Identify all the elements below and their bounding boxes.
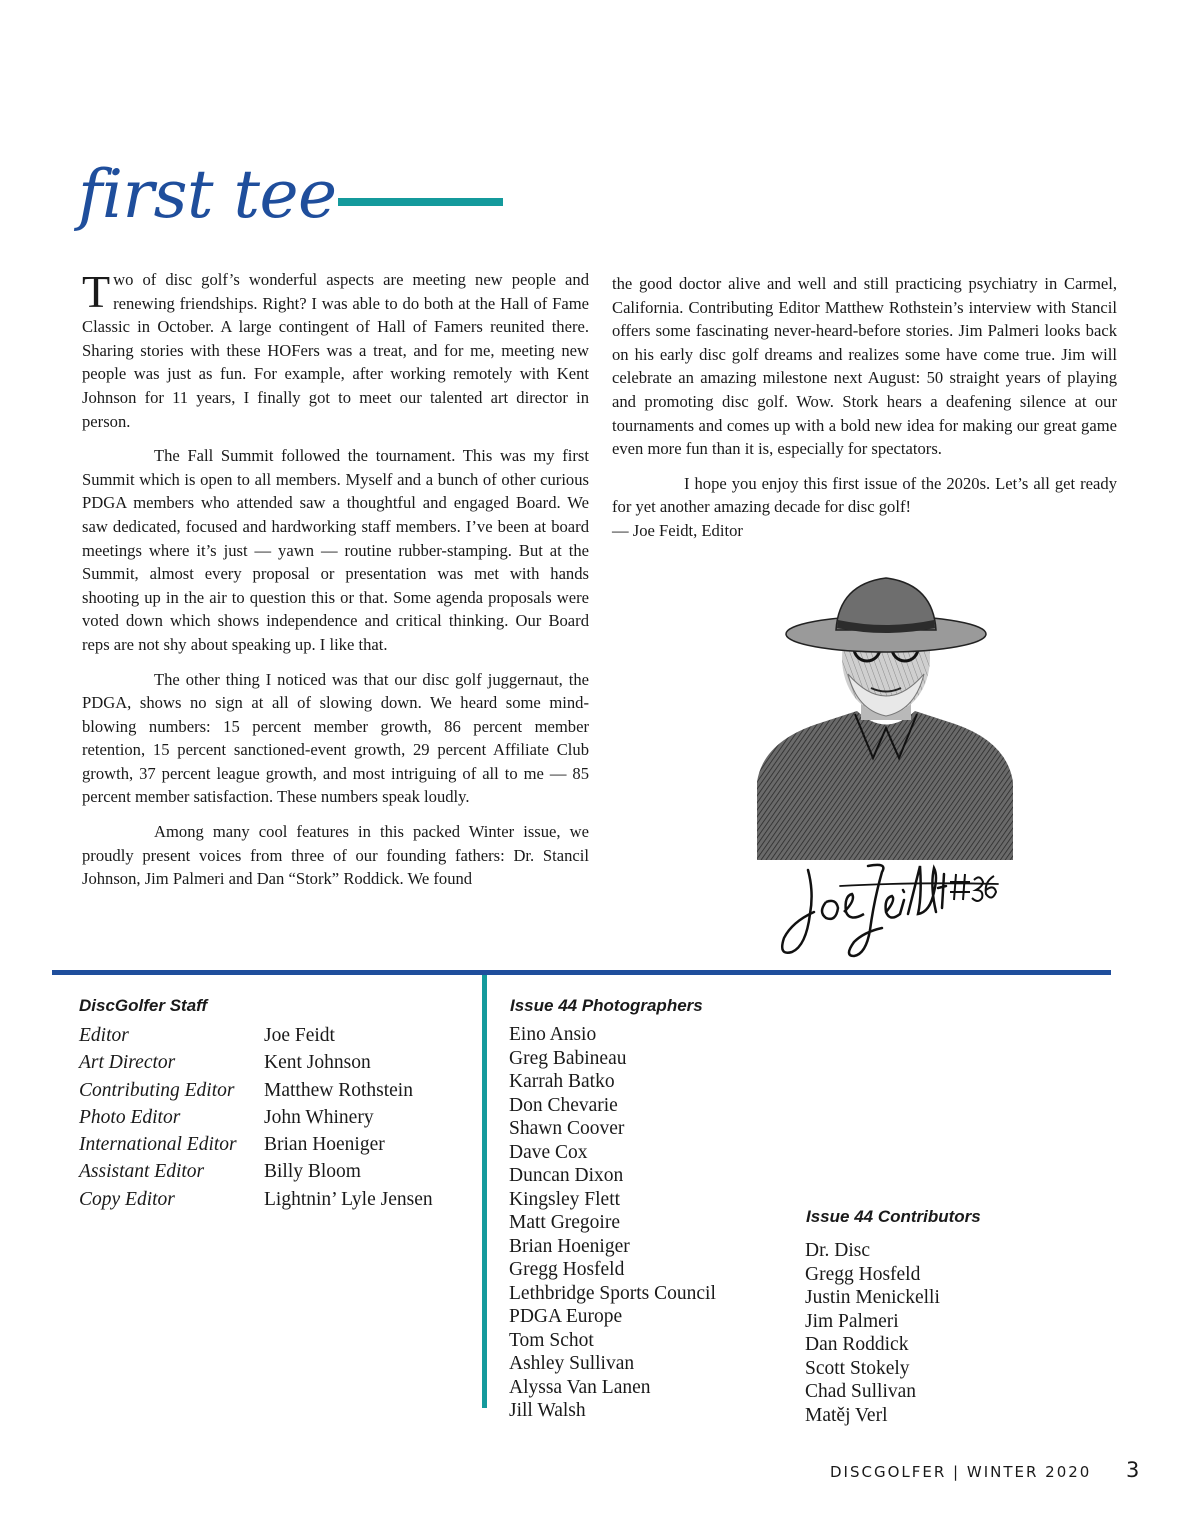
photographer-name: Don Chevarie <box>509 1094 618 1116</box>
photographers-heading: Issue 44 Photographers <box>510 996 703 1015</box>
photographer-name: Greg Babineau <box>509 1047 627 1069</box>
staff-role: International Editor <box>79 1134 237 1156</box>
editorial-column-right <box>612 272 1117 543</box>
paragraph-2: The Fall Summit followed the tournament. This was my first Summit which is open to all members. Myself and a bunch of other curious PDGA members who attended saw a thoughtful and engaged Board. We saw dedicated, focused and hardworking staff members. I’ve been at board meetings where it’s just — yawn — routine rubber-stamping. But at the Summit, almost every proposal or presentation was met with hands shooting up in the air to question this or that. Some agenda proposals were voted down which shows independence and critical thinking. Our Board reps are not shy about speaking up. I like that. <box>82 446 589 654</box>
staff-row <box>79 1131 433 1158</box>
editor-portrait <box>755 568 1017 860</box>
footer-publication-label: DISCGOLFER | WINTER 2020 <box>830 1463 1092 1481</box>
staff-role: Photo Editor <box>79 1106 181 1128</box>
contributor-name: Gregg Hosfeld <box>805 1263 921 1285</box>
staff-list <box>79 1022 433 1213</box>
photographer-name: Matt Gregoire <box>509 1212 621 1233</box>
staff-role: Editor <box>79 1025 129 1046</box>
staff-row <box>79 1077 433 1104</box>
paragraph-1 <box>82 268 589 433</box>
photographer-name: Alyssa Van Lanen <box>509 1376 651 1398</box>
photographer-name: Lethbridge Sports Council <box>509 1282 716 1304</box>
photographer-name: Dave Cox <box>509 1141 588 1163</box>
staff-name: Joe Feidt <box>264 1025 335 1046</box>
editor-signature <box>770 852 1000 967</box>
staff-row <box>79 1186 433 1213</box>
section-divider-vertical <box>482 975 487 1408</box>
paragraph-1-text: wo of disc golf’s wonderful aspects are meeting new people and renewing friendships. Right? I was able to do both at the Hall of Fame Classic in October. A large contingent of Hall of Famers reunited there. Sharing stories with these HOFers was a treat, and for me, meeting new people was just as fun. For example, after working remotely with Kent Johnson for 11 years, I finally got to meet our talented art director in person. <box>82 270 589 431</box>
staff-row <box>79 1022 433 1049</box>
section-divider-horizontal <box>52 970 1111 975</box>
photographer-name: Karrah Batko <box>509 1071 615 1092</box>
staff-name: Brian Hoeniger <box>264 1134 385 1156</box>
photographer-name: Brian Hoeniger <box>509 1235 630 1257</box>
photographer-name: PDGA Europe <box>509 1306 623 1327</box>
staff-role: Assistant Editor <box>79 1161 205 1183</box>
photographer-name: Tom Schot <box>509 1329 594 1351</box>
contributor-name: Matěj Verl <box>805 1404 888 1426</box>
contributor-name: Justin Menickelli <box>805 1287 940 1308</box>
contributor-name: Dan Roddick <box>805 1334 909 1355</box>
contributors-list <box>805 1239 940 1427</box>
staff-row <box>79 1158 433 1185</box>
photographer-name: Gregg Hosfeld <box>509 1259 625 1280</box>
staff-row <box>79 1104 433 1131</box>
contributor-name: Dr. Disc <box>805 1240 870 1261</box>
staff-name: Lightnin’ Lyle Jensen <box>264 1188 433 1210</box>
page-number: 3 <box>1126 1458 1140 1482</box>
staff-heading: DiscGolfer Staff <box>79 996 208 1015</box>
staff-role: Contributing Editor <box>79 1079 235 1101</box>
paragraph-6: I hope you enjoy this first issue of the 2020s. Let’s all get ready for yet another amazing decade for disc golf! <box>612 473 1117 517</box>
photographer-name: Shawn Coover <box>509 1118 625 1139</box>
paragraph-5: the good doctor alive and well and still practicing psychiatry in Carmel, California. Contributing Editor Matthew Rothstein’s interview with Stancil offers some fascinating never-heard-before stories. Jim Palmeri looks back on his early disc golf dreams and realizes some have come true. Jim will celebrate an amazing milestone next August: 50 straight years of playing and promoting disc golf. Wow. Stork hears a deafening silence at our tournaments and comes up with a bold new idea for making our great game even more fun than it is, especially for spectators. <box>612 274 1117 459</box>
editorial-column-left <box>82 268 589 902</box>
staff-name: Billy Bloom <box>264 1161 361 1183</box>
photographer-name: Duncan Dixon <box>509 1165 624 1186</box>
page-title: first tee <box>78 156 337 233</box>
staff-name: John Whinery <box>264 1106 374 1128</box>
photographer-name: Kingsley Flett <box>509 1188 621 1210</box>
contributor-name: Chad Sullivan <box>805 1381 917 1402</box>
contributor-name: Jim Palmeri <box>805 1310 899 1332</box>
photographers-list <box>509 1023 716 1423</box>
staff-role: Copy Editor <box>79 1188 175 1210</box>
photographer-name: Eino Ansio <box>509 1024 597 1045</box>
drop-cap: T <box>82 266 111 317</box>
contributor-name: Scott Stokely <box>805 1357 910 1379</box>
title-accent-rule <box>338 198 503 206</box>
staff-name: Matthew Rothstein <box>264 1079 413 1101</box>
paragraph-4: Among many cool features in this packed Winter issue, we proudly present voices from three of our founding fathers: Dr. Stancil Johnson, Jim Palmeri and Dan “Stork” Roddick. We found <box>82 822 589 889</box>
staff-role: Art Director <box>79 1052 176 1074</box>
editor-signoff: — Joe Feidt, Editor <box>612 520 743 540</box>
staff-row <box>79 1049 433 1076</box>
photographer-name: Ashley Sullivan <box>509 1353 635 1374</box>
paragraph-3: The other thing I noticed was that our disc golf juggernaut, the PDGA, shows no sign at all of slowing down. We heard some mind-blowing numbers: 15 percent member growth, 86 percent member retention, 15 percent sanctioned-event growth, 29 percent Affiliate Club growth, 37 percent league growth, and most intriguing of all to me — 85 percent member satisfaction. These numbers speak loudly. <box>82 669 589 807</box>
photographer-name: Jill Walsh <box>509 1400 586 1421</box>
contributors-heading: Issue 44 Contributors <box>806 1207 981 1226</box>
staff-name: Kent Johnson <box>264 1052 371 1074</box>
